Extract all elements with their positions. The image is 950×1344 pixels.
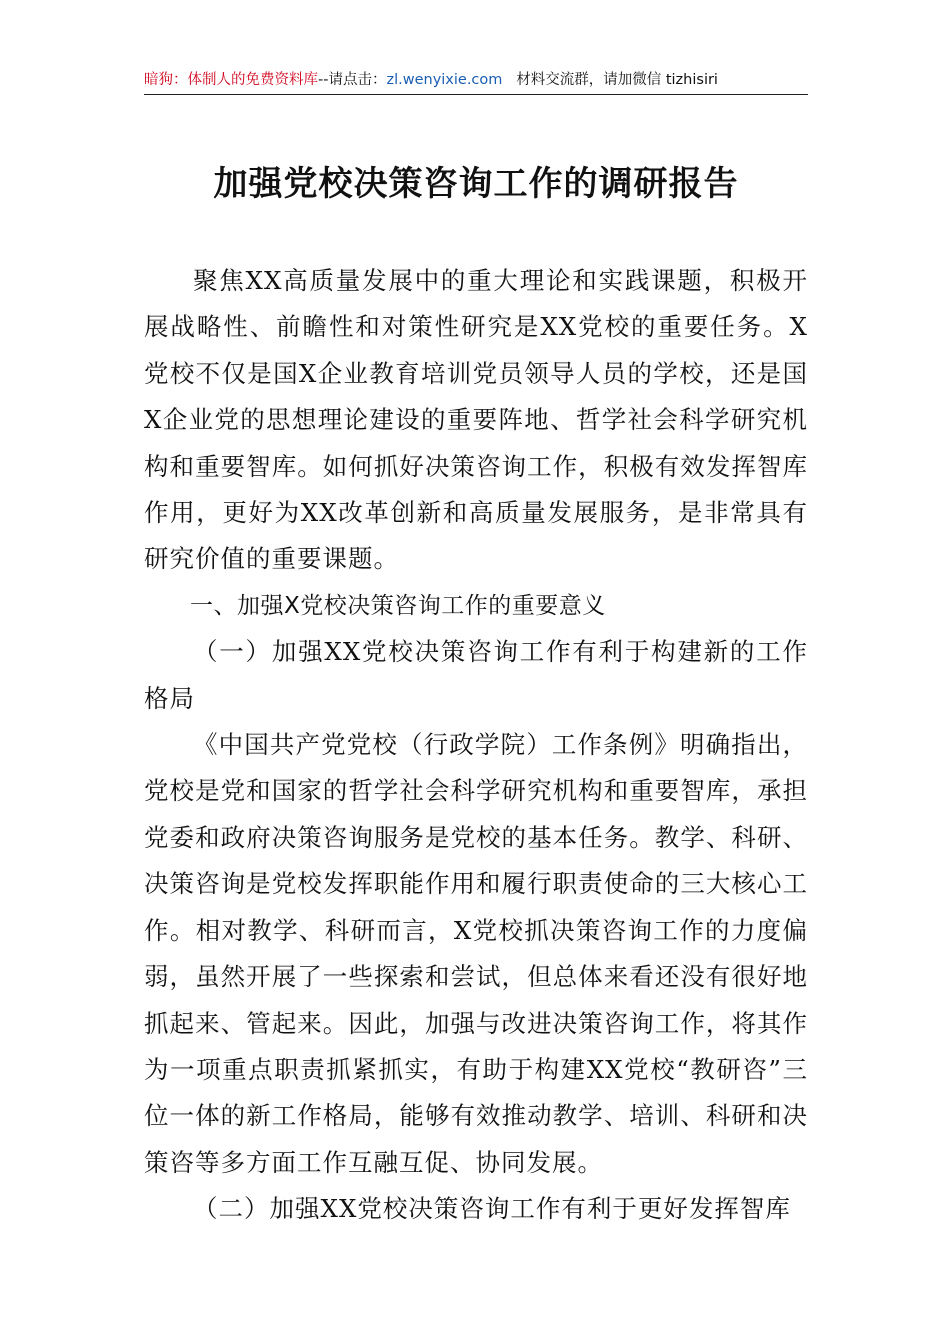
header-link-prefix: --请点击： [318, 72, 387, 88]
header-contact-text: 材料交流群，请加微信 tizhisiri [516, 72, 718, 88]
header-link-url[interactable]: zl.wenyixie.com [386, 72, 503, 88]
document-body [144, 258, 808, 1233]
subsection-1-paragraph: 《中国共产党党校（行政学院）工作条例》明确指出，党校是党和国家的哲学社会科学研究机构和重要智库，承担党委和政府决策咨询服务是党校的基本任务。教学、科研、决策咨询是党校发挥职能作用和履行职责使命的三大核心工作。相对教学、科研而言，X党校抓决策咨询工作的力度偏弱，虽然开展了一些探索和尝试，但总体来看还没有很好地抓起来、管起来。因此，加强与改进决策咨询工作，将其作为一项重点职责抓紧抓实，有助于构建XX党校“教研咨”三位一体的新工作格局，能够有效推动教学、培训、科研和决策咨等多方面工作互融互促、协同发展。 [144, 730, 808, 1177]
header-divider [144, 94, 808, 95]
section-heading-1: 一、加强X党校决策咨询工作的重要意义 [190, 592, 606, 619]
subsection-heading-2: （二）加强XX党校决策咨询工作有利于更好发挥智库 [193, 1194, 791, 1224]
document-title: 加强党校决策咨询工作的调研报告 [213, 164, 739, 204]
subsection-heading-1: （一）加强XX党校决策咨询工作有利于构建新的工作格局 [144, 637, 808, 713]
page-header [144, 68, 808, 94]
header-site-name: 暗狗：体制人的免费资料库 [144, 72, 318, 88]
intro-paragraph: 聚焦XX高质量发展中的重大理论和实践课题，积极开展战略性、前瞻性和对策性研究是XX党校的重要任务。X党校不仅是国X企业教育培训党员领导人员的学校，还是国X企业党的思想理论建设的重要阵地、哲学社会科学研究机构和重要智库。如何抓好决策咨询工作，积极有效发挥智库作用，更好为XX改革创新和高质量发展服务，是非常具有研究价值的重要课题。 [144, 266, 808, 574]
